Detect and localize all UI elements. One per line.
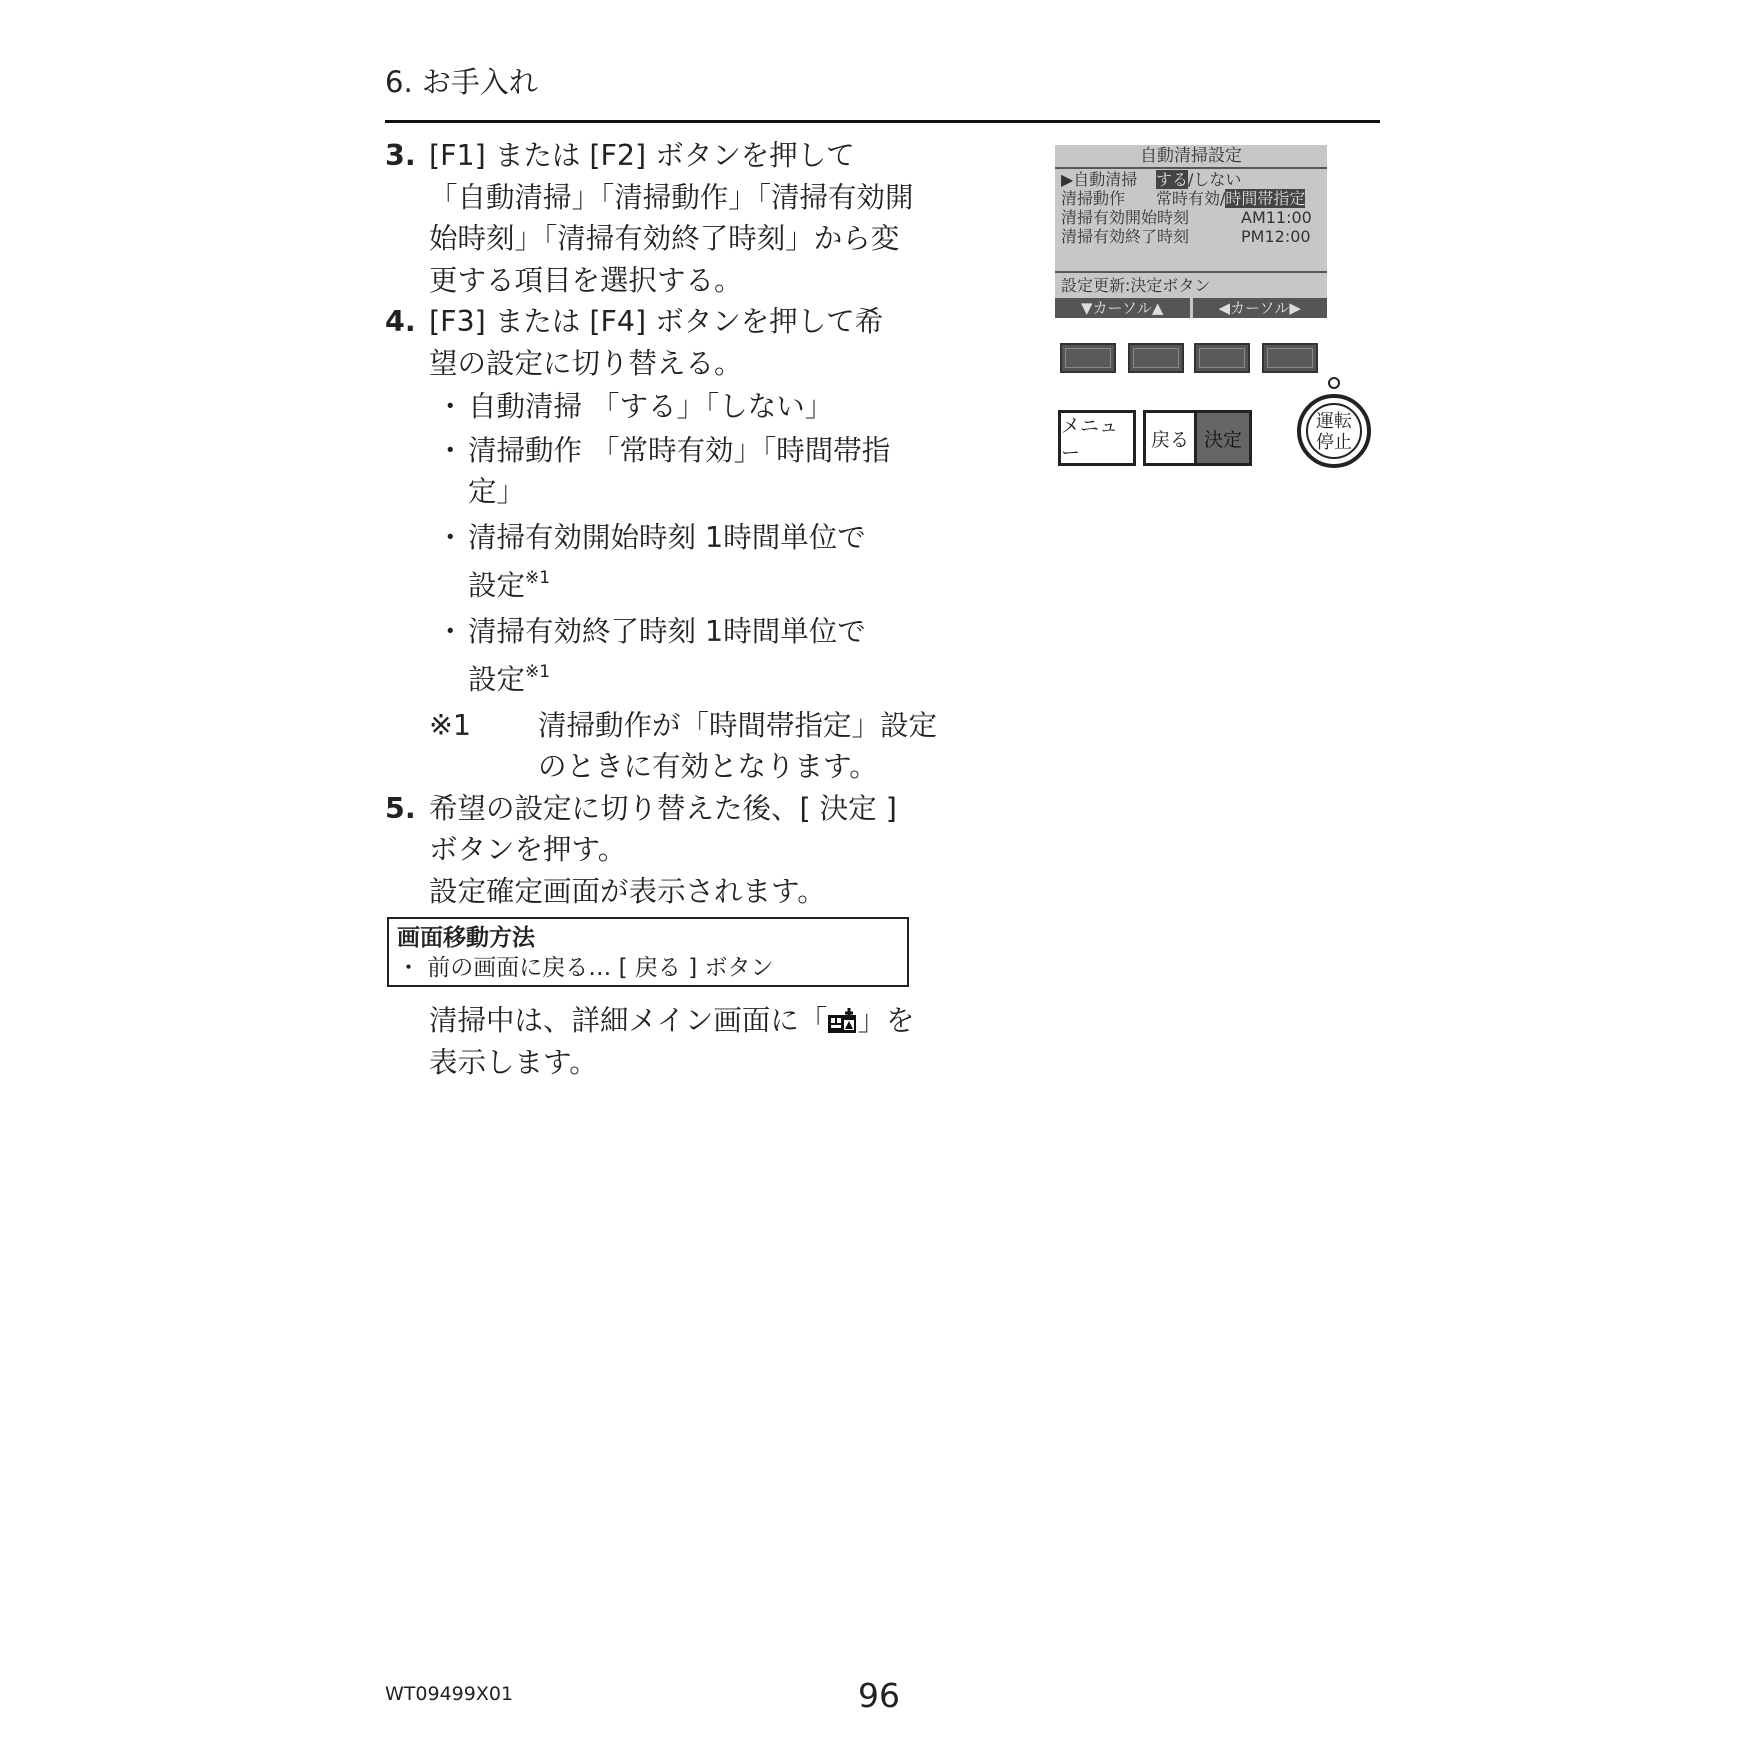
cleaning-icon: [827, 1005, 857, 1033]
lcd-value-text: 常時有効/: [1156, 189, 1226, 208]
lcd-row-clean-mode: [1061, 189, 1306, 208]
step-text: 始時刻」「清掃有効終了時刻」から変: [429, 222, 900, 255]
instructions: [385, 135, 938, 912]
step-text: 設定確定画面が表示されます。: [429, 874, 826, 908]
footnote-ref: ※1: [525, 568, 551, 588]
header-title: 6. お手入れ: [385, 65, 538, 99]
step-text: [F3] または [F4] ボタンを押して希: [429, 305, 884, 338]
step-number: 5.: [385, 791, 416, 825]
list-item-text-end: 設定: [468, 569, 526, 602]
f1-button[interactable]: [1060, 343, 1116, 373]
step-text: 望の設定に切り替える。: [429, 346, 743, 380]
power-indicator-icon: [1328, 377, 1340, 389]
lcd-screen: [1055, 145, 1327, 318]
list-item-text-end: 設定: [468, 663, 526, 696]
power-button[interactable]: [1297, 394, 1371, 468]
lcd-selected-value: する: [1156, 170, 1189, 189]
cleaning-note-line: 表示します。: [429, 1045, 598, 1079]
list-item: [428, 611, 915, 701]
step-text: [F1] または [F2] ボタンを押して: [429, 139, 855, 172]
f4-button[interactable]: [1262, 343, 1318, 373]
power-button-face: [1306, 403, 1362, 459]
bullet-icon: ・: [436, 520, 465, 554]
list-item-text: 定」: [468, 475, 526, 508]
power-button-label: 運転: [1316, 411, 1352, 432]
list-item: [428, 517, 915, 607]
menu-button[interactable]: [1058, 410, 1136, 466]
step-4: [385, 301, 915, 384]
list-item-text: [468, 652, 915, 701]
footnote-text: 清掃動作が「時間帯指定」設定: [538, 708, 938, 742]
header-rule: [385, 120, 1380, 123]
list-item: [428, 386, 915, 428]
enter-button[interactable]: [1194, 410, 1252, 466]
lcd-value-text: /しない: [1188, 170, 1242, 189]
cleaning-note-text: 清掃中は、詳細メイン画面に「: [429, 1004, 828, 1037]
f2-button[interactable]: [1128, 343, 1184, 373]
step-number: 3.: [385, 139, 416, 172]
step-text: 更する項目を選択する。: [429, 263, 743, 297]
lcd-row-label: 清掃有効開始時刻: [1061, 208, 1190, 227]
lcd-title: 自動清掃設定: [1055, 145, 1327, 169]
navigation-box-title: 画面移動方法: [397, 925, 535, 951]
lcd-row-value: PM12:00: [1241, 227, 1311, 246]
page-number: 96: [858, 1676, 900, 1715]
function-keys: [1060, 343, 1324, 373]
step-5: [385, 788, 915, 913]
cleaning-note: [429, 1000, 914, 1083]
option-list: [385, 386, 915, 701]
bullet-icon: ・: [436, 614, 465, 648]
footnote-mark: ※1: [429, 708, 472, 742]
menu-button-label: メニュー: [1061, 415, 1119, 464]
enter-button-label: 決定: [1203, 428, 1242, 451]
lcd-cursor-bar: [1055, 298, 1327, 318]
footnote-ref: ※1: [525, 662, 551, 682]
footnote: [429, 705, 938, 788]
list-item-text: [468, 558, 915, 607]
footnote-text: のときに有効となります。: [538, 750, 878, 783]
lcd-footer: 設定更新:決定ボタン: [1061, 276, 1211, 295]
step-text: 希望の設定に切り替えた後、[ 決定 ]: [429, 791, 897, 825]
step-number: 4.: [385, 305, 416, 338]
list-item-text: 清掃有効終了時刻 1時間単位で: [468, 614, 866, 648]
lcd-row-value: [1156, 171, 1241, 189]
navigation-box: [387, 917, 909, 987]
lcd-cursor-right: ◀カーソル▶: [1193, 298, 1328, 318]
cleaning-note-line: [429, 1000, 914, 1042]
power-button-label: 停止: [1316, 432, 1352, 453]
navigation-box-item: ・ 前の画面に戻る… [ 戻る ] ボタン: [397, 955, 774, 981]
lcd-cursor-left: ▼カーソル▲: [1055, 298, 1190, 318]
lcd-row-end-time: [1061, 227, 1311, 246]
lcd-row-start-time: [1061, 208, 1312, 227]
back-button-label: 戻る: [1150, 428, 1189, 451]
back-button[interactable]: [1143, 410, 1197, 466]
lcd-row-value: AM11:00: [1241, 208, 1312, 227]
list-item-text: 自動清掃 「する」「しない」: [468, 390, 834, 423]
lcd-row-value: [1156, 190, 1305, 208]
document-code: WT09499X01: [385, 1683, 514, 1705]
list-item-text: 清掃有効開始時刻 1時間単位で: [468, 520, 866, 554]
lcd-selected-value: 時間帯指定: [1225, 189, 1306, 208]
step-3: [385, 135, 915, 301]
lcd-row-label: ▶自動清掃: [1061, 170, 1138, 189]
cleaning-note-text: 」を: [857, 1004, 915, 1037]
f3-button[interactable]: [1194, 343, 1250, 373]
bullet-icon: ・: [436, 433, 465, 467]
list-item-text: 清掃動作 「常時有効」「時間帯指: [468, 433, 891, 467]
lcd-row-label: 清掃動作: [1061, 189, 1126, 208]
bullet-icon: ・: [436, 390, 465, 423]
step-text: 「自動清掃」「清掃動作」「清掃有効開: [429, 180, 914, 214]
list-item: [428, 430, 915, 513]
lcd-row-auto-clean: [1061, 170, 1242, 189]
lcd-divider: [1055, 271, 1327, 273]
lcd-row-label: 清掃有効終了時刻: [1061, 227, 1190, 246]
step-text: ボタンを押す。: [429, 833, 627, 866]
